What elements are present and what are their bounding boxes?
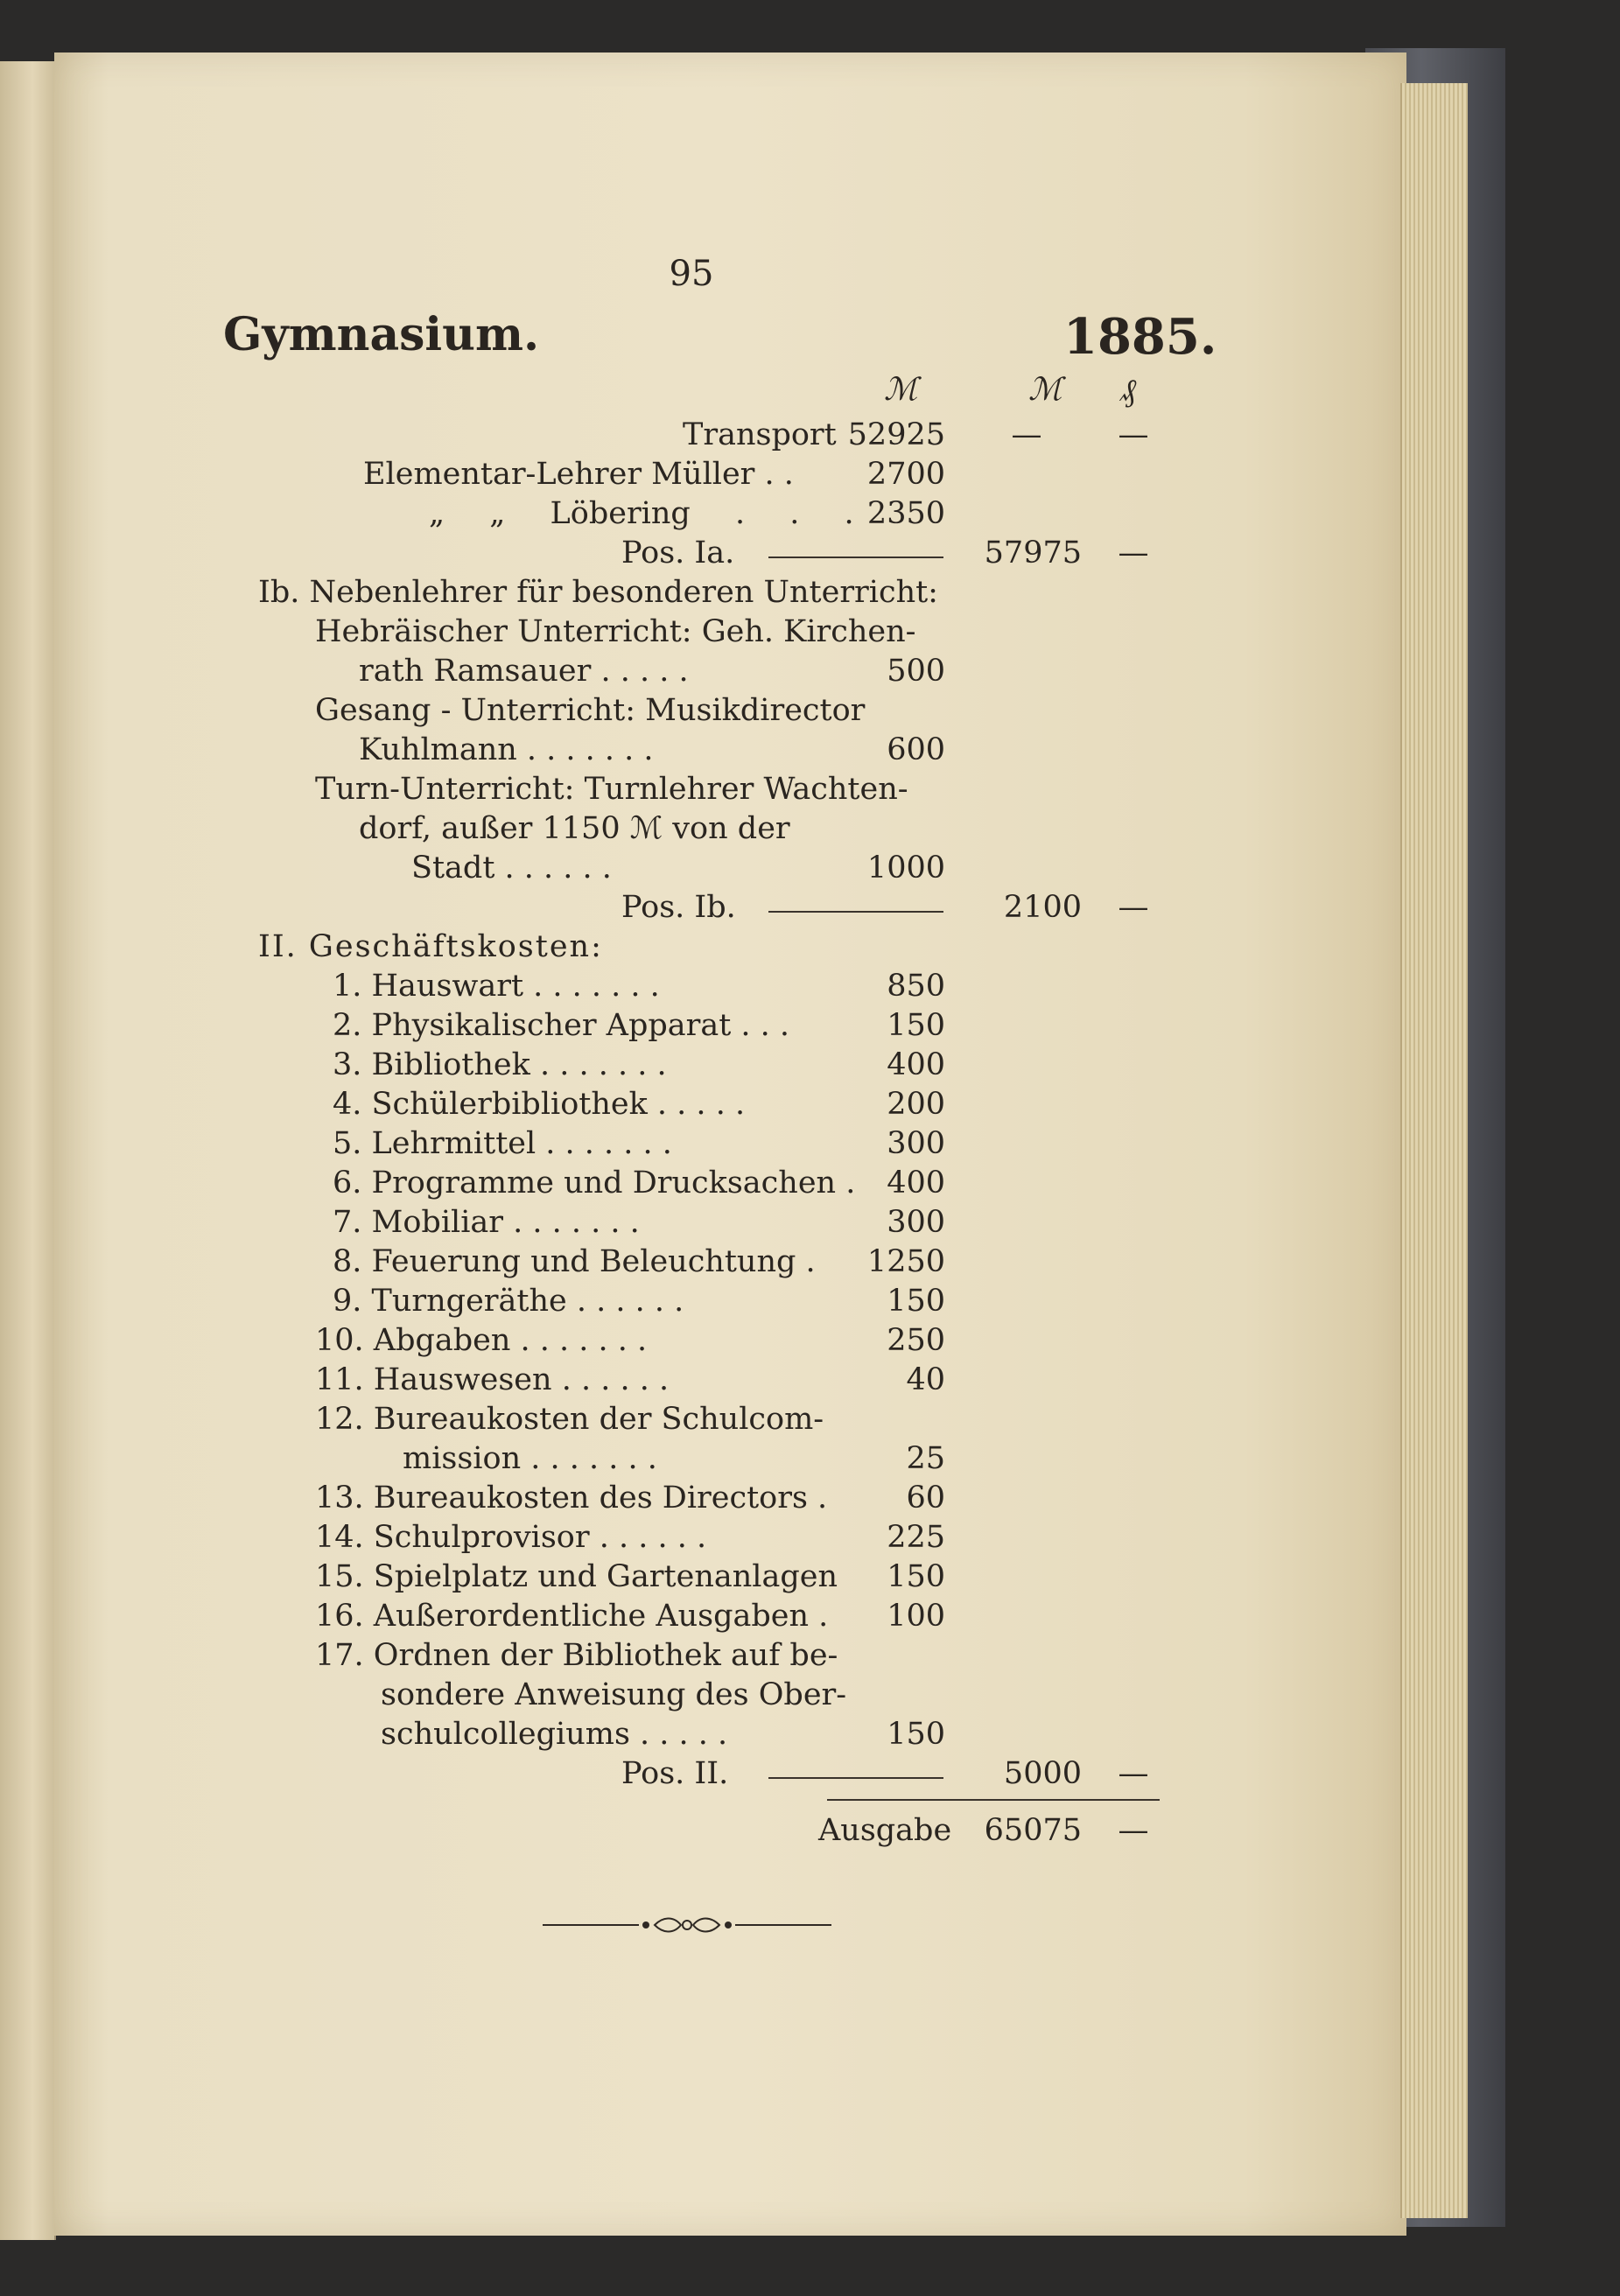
amount-a: 100 <box>887 1599 945 1634</box>
ledger-row-text: schulcollegiums . . . . . <box>381 1717 728 1752</box>
amount-a: 150 <box>887 1559 945 1594</box>
subtotal-rule <box>768 556 943 558</box>
amount-a: 150 <box>887 1717 945 1752</box>
ledger-row-text: 7. Mobiliar . . . . . . . <box>333 1205 640 1240</box>
ledger-row-text: 13. Bureaukosten des Directors . <box>315 1480 828 1516</box>
ledger-row-text: 3. Bibliothek . . . . . . . <box>333 1047 667 1082</box>
amount-b: 57975 <box>984 536 1082 570</box>
subtotal-label: Pos. Ib. <box>621 890 736 925</box>
ledger-row-text: 11. Hauswesen . . . . . . <box>315 1362 670 1397</box>
subtotal-label: Pos. II. <box>621 1756 729 1791</box>
amount-c: — <box>1118 417 1149 452</box>
section-heading: Ib. Nebenlehrer für besonderen Unterricht: <box>258 575 938 610</box>
ledger-row-text: 10. Abgaben . . . . . . . <box>315 1323 648 1358</box>
section-heading: II. Geschäftskosten: <box>258 929 603 964</box>
ledger-row-text: Kuhlmann . . . . . . . <box>359 732 654 767</box>
amount-c: — <box>1118 1813 1149 1848</box>
ledger-row-text: 6. Programme und Drucksachen . <box>333 1166 856 1200</box>
ledger-row-text: 9. Turngeräthe . . . . . . <box>333 1284 684 1319</box>
amount-a: 150 <box>887 1284 945 1319</box>
amount-a: 300 <box>887 1126 945 1161</box>
subtotal-rule <box>768 911 943 913</box>
amount-c: — <box>1118 1756 1149 1791</box>
year-heading: 1885. <box>1063 308 1217 366</box>
amount-b: 65075 <box>984 1813 1082 1848</box>
total-rule <box>827 1799 1160 1801</box>
ledger-row-text: Elementar-Lehrer Müller . . <box>363 457 794 492</box>
ledger-row-text: 1. Hauswart . . . . . . . <box>333 969 660 1004</box>
ledger-row-text: Hebräischer Unterricht: Geh. Kirchen- <box>315 614 916 649</box>
amount-c: — <box>1118 536 1149 570</box>
ledger-row-text: dorf, außer 1150 ℳ von der <box>359 811 790 846</box>
section-title: Gymnasium. <box>223 308 540 361</box>
amount-a: 52925 <box>847 417 945 452</box>
amount-a: 225 <box>887 1520 945 1555</box>
amount-a: 400 <box>887 1047 945 1082</box>
amount-a: 1000 <box>866 850 945 886</box>
amount-a: 60 <box>906 1480 945 1516</box>
amount-a: 600 <box>887 732 945 767</box>
amount-a: 250 <box>887 1323 945 1358</box>
ledger-row-text: 17. Ordnen der Bibliothek auf be- <box>315 1638 838 1673</box>
ledger-row-text: Gesang - Unterricht: Musikdirector <box>315 693 866 728</box>
amount-a: 2350 <box>866 496 945 531</box>
amount-a: 1250 <box>866 1244 945 1279</box>
amount-a: 150 <box>887 1008 945 1043</box>
ornament-divider <box>543 1914 831 1936</box>
ledger-row-text: 15. Spielplatz und Gartenanlagen <box>315 1559 838 1594</box>
unit-mark-col-b: ℳ <box>1028 372 1062 408</box>
total-label: Ausgabe <box>818 1813 952 1848</box>
amount-c: — <box>1118 890 1149 925</box>
ledger-row-text: Transport <box>683 417 837 452</box>
ledger-row-text: 8. Feuerung und Beleuchtung . <box>333 1244 816 1279</box>
ledger-row-text: 4. Schülerbibliothek . . . . . <box>333 1087 746 1122</box>
amount-b: 5000 <box>1003 1756 1082 1791</box>
amount-b: — <box>1011 417 1042 452</box>
ledger-row-text: 5. Lehrmittel . . . . . . . <box>333 1126 672 1161</box>
ledger-row-text: mission . . . . . . . <box>403 1441 657 1476</box>
ledger-row-text: 14. Schulprovisor . . . . . . <box>315 1520 707 1555</box>
ledger-row-text: Stadt . . . . . . <box>411 850 612 886</box>
subtotal-rule <box>768 1777 943 1779</box>
amount-a: 40 <box>906 1362 945 1397</box>
ledger-row-text: 2. Physikalischer Apparat . . . <box>333 1008 790 1043</box>
amount-a: 300 <box>887 1205 945 1240</box>
amount-b: 2100 <box>1003 890 1082 925</box>
page-number: 95 <box>669 254 714 294</box>
ledger-row-text: rath Ramsauer . . . . . <box>359 654 689 689</box>
amount-a: 400 <box>887 1166 945 1200</box>
amount-a: 25 <box>906 1441 945 1476</box>
unit-mark-col-c: ₰ <box>1120 373 1136 409</box>
unit-mark-col-a: ℳ <box>884 372 918 408</box>
amount-a: 200 <box>887 1087 945 1122</box>
subtotal-label: Pos. Ia. <box>621 536 735 570</box>
ledger-row-text: 16. Außerordentliche Ausgaben . <box>315 1599 829 1634</box>
amount-a: 500 <box>887 654 945 689</box>
ledger-row-text: „ „ Löbering . . . <box>429 496 854 531</box>
amount-a: 850 <box>887 969 945 1004</box>
amount-a: 2700 <box>866 457 945 492</box>
previous-page-edge <box>0 61 56 2240</box>
ledger-row-text: Turn-Unterricht: Turnlehrer Wachten- <box>315 772 908 807</box>
page-stack-edges <box>1400 83 1468 2218</box>
page <box>54 52 1406 2236</box>
ledger-row-text: sondere Anweisung des Ober- <box>381 1677 847 1712</box>
ledger-row-text: 12. Bureaukosten der Schulcom- <box>315 1402 824 1437</box>
